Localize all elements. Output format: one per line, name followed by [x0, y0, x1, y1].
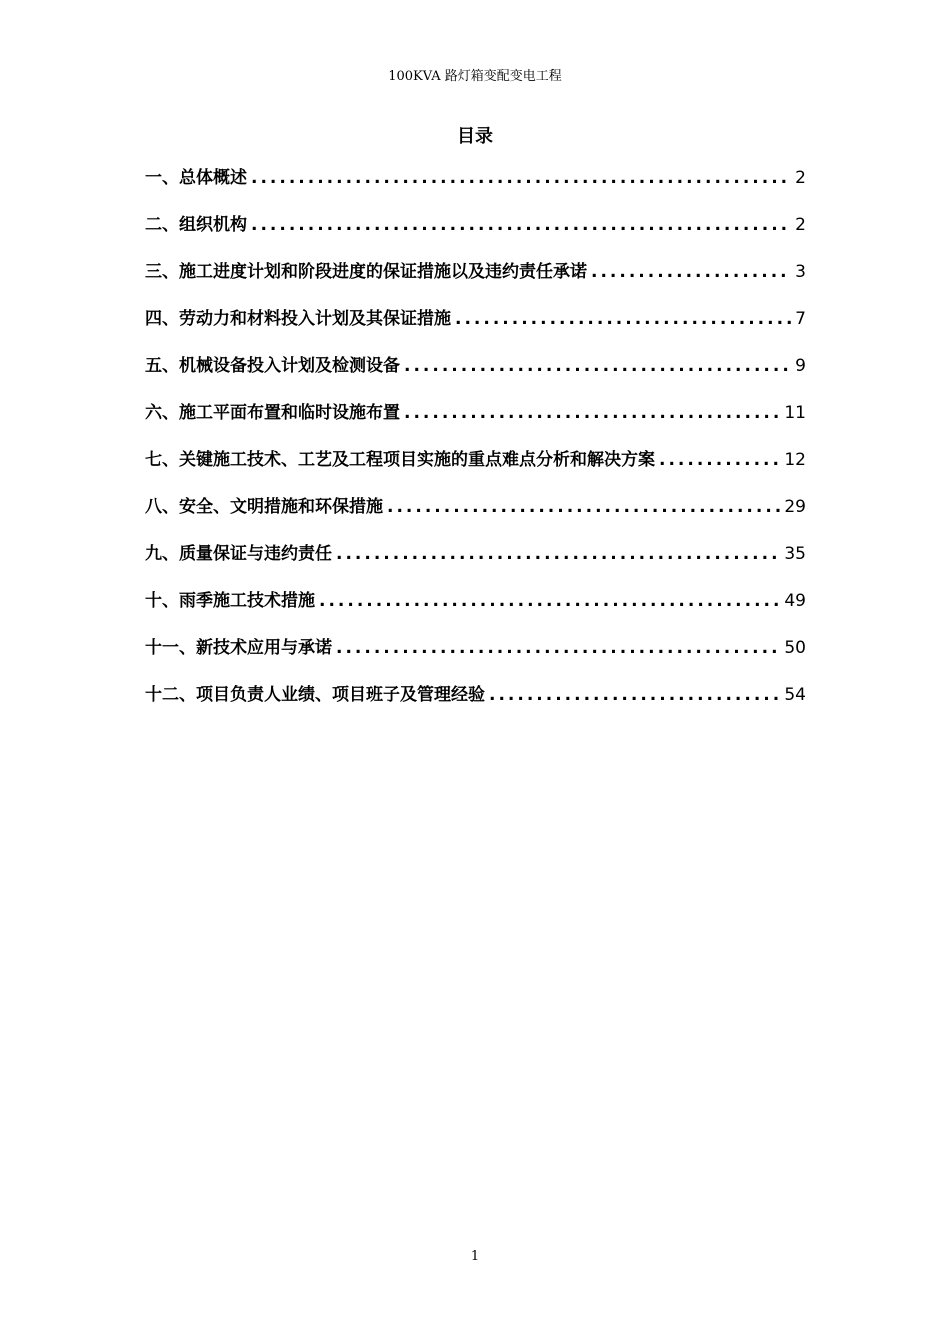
- table-of-contents: [145, 166, 806, 730]
- toc-entry-page: 2: [795, 215, 806, 235]
- toc-entry[interactable]: [145, 166, 806, 213]
- toc-entry-text: 九、质量保证与违约责任: [145, 544, 332, 564]
- toc-entry[interactable]: [145, 495, 806, 542]
- toc-entry-page: 2: [795, 168, 806, 188]
- page-number: 1: [470, 1249, 480, 1264]
- toc-entry-text: 一、总体概述: [145, 168, 247, 188]
- toc-entry[interactable]: [145, 260, 806, 307]
- toc-entry-text: 七、关键施工技术、工艺及工程项目实施的重点难点分析和解决方案: [145, 450, 655, 470]
- toc-dot-leader: [251, 166, 791, 190]
- toc-entry[interactable]: [145, 448, 806, 495]
- toc-entry-text: 三、施工进度计划和阶段进度的保证措施以及违约责任承诺: [145, 262, 587, 282]
- toc-entry-text: 八、安全、文明措施和环保措施: [145, 497, 383, 517]
- toc-entry-text: 二、组织机构: [145, 215, 247, 235]
- toc-entry[interactable]: [145, 683, 806, 730]
- toc-dot-leader: [387, 495, 780, 519]
- toc-dot-leader: [404, 354, 791, 378]
- toc-entry-text: 五、机械设备投入计划及检测设备: [145, 356, 400, 376]
- toc-entry-page: 9: [795, 356, 806, 376]
- toc-entry-text: 六、施工平面布置和临时设施布置: [145, 403, 400, 423]
- toc-dot-leader: [319, 589, 780, 613]
- toc-entry[interactable]: [145, 401, 806, 448]
- toc-entry-page: 35: [784, 544, 806, 564]
- toc-entry[interactable]: [145, 542, 806, 589]
- toc-entry-page: 29: [784, 497, 806, 517]
- toc-title: 目录: [457, 126, 493, 147]
- toc-entry-page: 50: [784, 638, 806, 658]
- toc-dot-leader: [336, 636, 780, 660]
- toc-dot-leader: [659, 448, 780, 472]
- toc-entry-page: 7: [795, 309, 806, 329]
- toc-entry-page: 3: [795, 262, 806, 282]
- toc-entry-text: 四、劳动力和材料投入计划及其保证措施: [145, 309, 451, 329]
- toc-entry-page: 54: [784, 685, 806, 705]
- toc-dot-leader: [251, 213, 791, 237]
- toc-entry-page: 11: [784, 403, 806, 423]
- toc-entry-text: 十一、新技术应用与承诺: [145, 638, 332, 658]
- toc-entry[interactable]: [145, 354, 806, 401]
- toc-dot-leader: [336, 542, 780, 566]
- toc-entry[interactable]: [145, 636, 806, 683]
- toc-entry-text: 十二、项目负责人业绩、项目班子及管理经验: [145, 685, 485, 705]
- page-header: 100KVA 路灯箱变配变电工程: [388, 69, 562, 84]
- toc-dot-leader: [591, 260, 791, 284]
- toc-entry-page: 49: [784, 591, 806, 611]
- toc-entry[interactable]: [145, 213, 806, 260]
- toc-dot-leader: [455, 307, 791, 331]
- toc-entry[interactable]: [145, 307, 806, 354]
- toc-entry-page: 12: [784, 450, 806, 470]
- toc-dot-leader: [489, 683, 780, 707]
- toc-entry-text: 十、雨季施工技术措施: [145, 591, 315, 611]
- toc-dot-leader: [404, 401, 780, 425]
- toc-entry[interactable]: [145, 589, 806, 636]
